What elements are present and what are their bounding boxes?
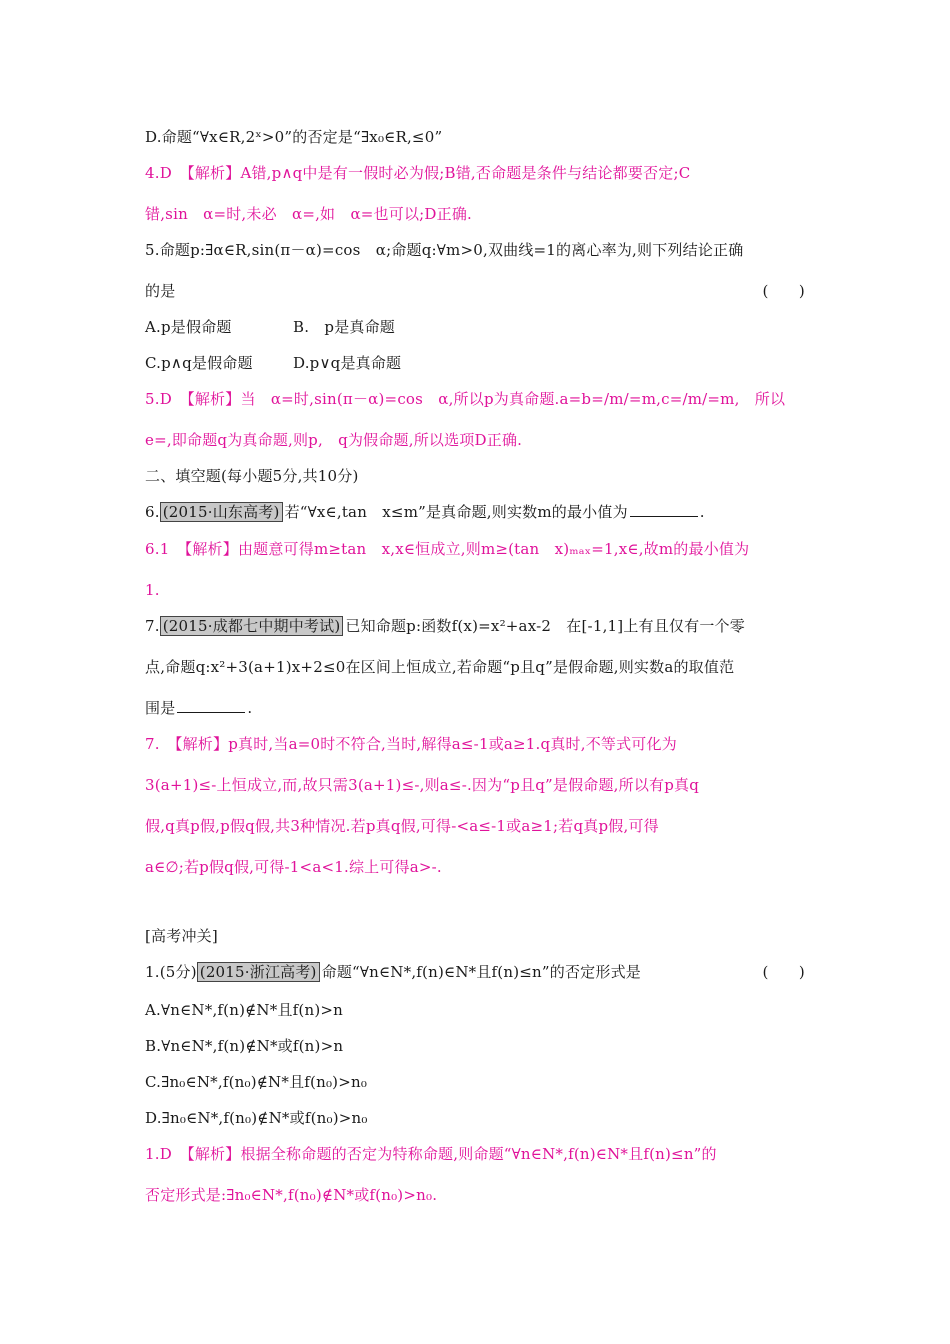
- answer-4: 4.D 【解析】A错,p∧q中是有一假时必为假;B错,否命题是条件与结论都要否定;C: [145, 164, 691, 182]
- source-tag: (2015·山东高考): [160, 502, 283, 522]
- question-5: 5.命题p:∃α∈R,sin(π－α)=cos α;命题q:∀m>0,双曲线=1的离心率为,则下列结论正确: [145, 241, 744, 259]
- source-tag: (2015·浙江高考): [197, 962, 320, 982]
- option-d: D.p∨q是真命题: [293, 354, 402, 372]
- question-7: [145, 616, 815, 636]
- subsection-heading: [高考冲关]: [145, 927, 218, 945]
- answer-blank: [630, 502, 698, 517]
- answer-7: 7. 【解析】p真时,当a=0时不符合,当时,解得a≤-1或a≥1.q真时,不等式可化为: [145, 735, 677, 753]
- answer-7-cont-3: a∈∅;若p假q假,可得-1<a<1.综上可得a>-.: [145, 858, 442, 876]
- question-6: [145, 502, 815, 522]
- option-c: C.∃n₀∈N*,f(n₀)∉N*且f(n₀)>n₀: [145, 1073, 368, 1091]
- question-1-text: 命题“∀n∈N*,f(n)∈N*且f(n)≤n”的否定形式是: [321, 963, 641, 981]
- question-5-tail: 的是: [145, 282, 176, 300]
- question-7-cont: 点,命题q:x²+3(a+1)x+2≤0在区间上恒成立,若命题“p且q”是假命题,则实数a的取值范: [145, 658, 735, 676]
- question-5-cont: [145, 281, 815, 301]
- question-6-text: 若“∀x∈,tan x≤m”是真命题,则实数m的最小值为: [284, 503, 628, 521]
- option-a: A.p是假命题: [145, 318, 232, 336]
- option-d: D.∃n₀∈N*,f(n₀)∉N*或f(n₀)>n₀: [145, 1109, 368, 1127]
- option-a: A.∀n∈N*,f(n)∉N*且f(n)>n: [145, 1001, 344, 1019]
- answer-5: 5.D 【解析】当 α=时,sin(π－α)=cos α,所以p为真命题.a=b=/m/=m,c=/m/=m, 所以: [145, 390, 786, 408]
- answer-4-cont: 错,sin α=时,未必 α=,如 α=也可以;D正确.: [145, 205, 473, 223]
- question-1: [145, 962, 815, 982]
- answer-1: 1.D 【解析】根据全称命题的否定为特称命题,则命题“∀n∈N*,f(n)∈N*且f(n)≤n”的: [145, 1145, 717, 1163]
- section-heading: 二、填空题(每小题5分,共10分): [145, 467, 359, 485]
- question-7-end: .: [247, 699, 253, 717]
- option-b: B. p是真命题: [293, 318, 395, 336]
- option-d-q3: D.命题“∀x∈R,2ˣ>0”的否定是“∃x₀∈R,≤0”: [145, 128, 443, 146]
- option-c: C.p∧q是假命题: [145, 354, 253, 372]
- question-7-cont-2: [145, 698, 815, 718]
- options-ab-q5: [145, 317, 815, 337]
- answer-5-cont: e=,即命题q为真命题,则p, q为假命题,所以选项D正确.: [145, 431, 523, 449]
- question-6-number: 6.: [145, 503, 160, 521]
- answer-paren: ( ): [762, 282, 805, 300]
- options-cd-q5: [145, 353, 815, 373]
- answer-7-cont: 3(a+1)≤-上恒成立,而,故只需3(a+1)≤-,则a≤-.因为“p且q”是假命题,所以有p真q: [145, 776, 700, 794]
- option-b: B.∀n∈N*,f(n)∉N*或f(n)>n: [145, 1037, 344, 1055]
- question-7-number: 7.: [145, 617, 160, 635]
- answer-1-cont: 否定形式是:∃n₀∈N*,f(n₀)∉N*或f(n₀)>n₀.: [145, 1186, 438, 1204]
- answer-blank: [177, 698, 245, 713]
- question-6-end: .: [699, 503, 705, 521]
- answer-6-cont: 1.: [145, 581, 160, 599]
- question-7-tail: 围是: [145, 699, 176, 717]
- answer-paren: ( ): [762, 963, 805, 981]
- question-1-number: 1.(5分): [145, 963, 197, 981]
- source-tag: (2015·成都七中期中考试): [160, 616, 344, 636]
- answer-6: 6.1 【解析】由题意可得m≥tan x,x∈恒成立,则m≥(tan x)ₘₐₓ=1,x∈,故m的最小值为: [145, 540, 750, 558]
- question-7-text: 已知命题p:函数f(x)=x²+ax-2 在[-1,1]上有且仅有一个零: [345, 617, 745, 635]
- answer-7-cont-2: 假,q真p假,p假q假,共3种情况.若p真q假,可得-<a≤-1或a≥1;若q真p假,可得: [145, 817, 659, 835]
